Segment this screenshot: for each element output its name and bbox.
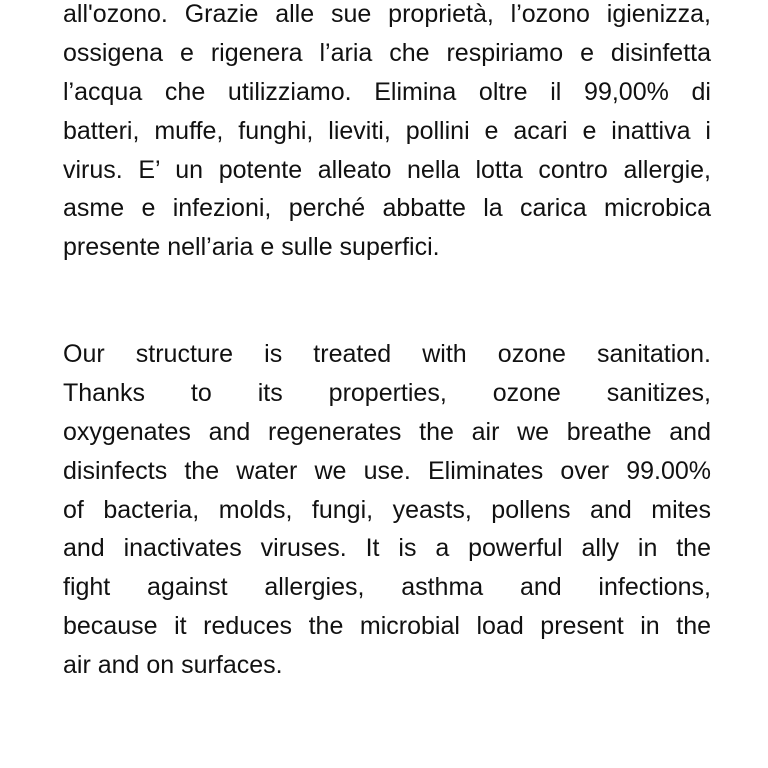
- text-line: Thanks to its properties, ozone sanitizes,: [63, 378, 711, 407]
- text-line: and inactivates viruses. It is a powerful ally in the: [63, 534, 711, 563]
- text-line: presente nell’aria e sulle superfici.: [63, 233, 440, 262]
- text-line: disinfects the water we use. Eliminates over 99.00%: [63, 456, 711, 485]
- text-line: of bacteria, molds, fungi, yeasts, pollens and mites: [63, 495, 711, 524]
- italian-paragraph: [63, 0, 711, 267]
- text-line: because it reduces the microbial load present in the: [63, 612, 711, 641]
- text-line: fight against allergies, asthma and infections,: [63, 573, 711, 602]
- text-line: oxygenates and regenerates the air we breathe and: [63, 417, 711, 446]
- text-line: ossigena e rigenera l’aria che respiriamo e disinfetta: [63, 38, 711, 67]
- text-line: air and on surfaces.: [63, 651, 283, 680]
- text-line: l’acqua che utilizziamo. Elimina oltre il 99,00% di: [63, 77, 711, 106]
- text-line: batteri, muffe, funghi, lieviti, pollini e acari e inattiva i: [63, 116, 711, 145]
- english-paragraph: [63, 335, 711, 685]
- text-line: all'ozono. Grazie alle sue proprietà, l’ozono igienizza,: [63, 0, 711, 28]
- text-line: Our structure is treated with ozone sanitation.: [63, 340, 711, 368]
- text-line: asme e infezioni, perché abbatte la carica microbica: [63, 194, 711, 223]
- text-line: virus. E’ un potente alleato nella lotta contro allergie,: [63, 155, 711, 184]
